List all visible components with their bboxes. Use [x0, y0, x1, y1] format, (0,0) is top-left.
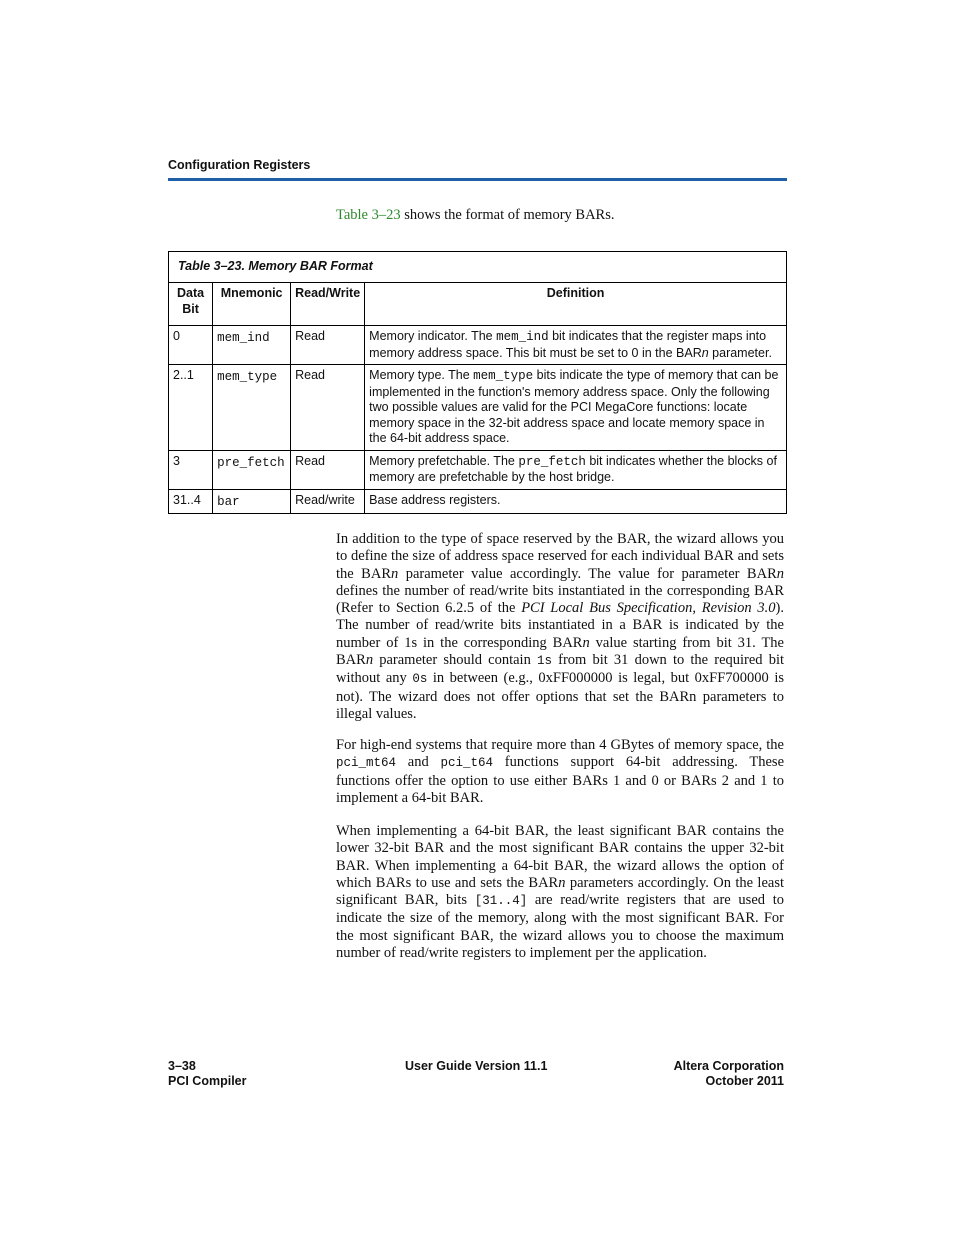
paragraph-text: value starting from bit 31. The BAR: [336, 634, 784, 669]
cell-data-bit: 0: [169, 326, 213, 365]
paragraph-text: parameter should contain: [373, 652, 537, 669]
definition-text: Base address registers.: [369, 492, 501, 507]
column-header-data-bit: Data Bit: [169, 283, 213, 326]
definition-text: Memory type. The: [369, 368, 474, 382]
paragraph-italic: n: [365, 652, 374, 669]
paragraph-code: 1s: [536, 654, 552, 669]
paragraph-text: For high-end systems that require more than 4 GBytes of memory space, the: [336, 737, 784, 753]
cell-mnemonic: mem_type: [213, 365, 291, 451]
definition-text: Memory indicator. The: [369, 329, 497, 343]
paragraph-italic: n: [391, 565, 399, 582]
paragraph-text: in between (e.g., 0xFF000000 is legal, but 0xFF700000 is not). The wizard does not offer options that set the BARn parameters to illegal values.: [336, 670, 784, 722]
paragraph-text: When implementing a 64-bit BAR, the least significant BAR contains the lower 32-bit BAR and the most significant BAR contains the upper 32-bit BAR. When implementing a 64-bit BAR, the wizard allows the option of which BARs to use and sets the BAR: [336, 823, 784, 891]
paragraph-code: pci_t64: [440, 756, 494, 771]
product-name: PCI Compiler: [168, 1074, 247, 1088]
column-header-definition: Definition: [365, 283, 787, 326]
definition-text: bit indicates whether the blocks of memory are prefetchable by the host bridge.: [369, 453, 777, 484]
cell-data-bit: 3: [169, 450, 213, 489]
cell-read-write: Read: [291, 450, 365, 489]
paragraph-text: parameters accordingly. On the least significant BAR, bits: [336, 874, 785, 909]
definition-italic: n: [701, 345, 709, 360]
column-header-read-write: Read/Write: [291, 283, 365, 326]
cell-mnemonic: pre_fetch: [213, 450, 291, 489]
paragraph-text: In addition to the type of space reserved by the BAR, the wizard allows you to define the size of address space reserved for each individual BAR and sets the BAR: [336, 531, 784, 582]
header-rule: [168, 178, 787, 181]
cell-data-bit: 2..1: [169, 365, 213, 451]
paragraph-italic: n: [582, 634, 590, 651]
cell-read-write: Read: [291, 326, 365, 365]
table-reference-link[interactable]: Table 3–23: [336, 207, 401, 223]
paragraph-text: from bit 31 down to the required bit without any: [336, 652, 784, 687]
cell-definition: [365, 365, 787, 451]
table-row: [169, 450, 787, 489]
paragraph-64bit-bar: [336, 823, 784, 962]
footer-left: [168, 1059, 247, 1089]
table-caption: Table 3–23. Memory BAR Format: [169, 252, 787, 283]
paragraph-italic: n: [776, 565, 784, 582]
paragraph-code: 0s: [412, 672, 428, 687]
cell-mnemonic: bar: [213, 489, 291, 514]
definition-code: mem_ind: [496, 330, 549, 344]
specification-reference: PCI Local Bus Specification, Revision 3.0: [521, 600, 776, 617]
paragraph-code: pci_mt64: [336, 756, 397, 771]
cell-mnemonic: mem_ind: [213, 326, 291, 365]
paragraph-text: ). The number of read/write bits instantiated in a BAR is indicated by the number of 1s in the corresponding BAR: [336, 600, 784, 651]
definition-code: pre_fetch: [518, 454, 586, 469]
cell-definition: [365, 326, 787, 365]
cell-data-bit: 31..4: [169, 489, 213, 514]
memory-bar-format-table: [168, 251, 787, 514]
paragraph-text: functions support 64-bit addressing. These functions offer the option to use either BARs 1 and 0 or BARs 2 and 1 to implement a 64-bit BAR.: [336, 754, 785, 806]
paragraph-text: defines the number of read/write bits instantiated in the corresponding BAR (Refer to Section 6.2.5 of the: [336, 582, 784, 617]
paragraph-text: parameter value accordingly. The value for parameter BAR: [398, 565, 777, 582]
paragraph-text: are read/write registers that are used to indicate the size of the memory, along with the most significant BAR. For the most significant BAR, the wizard allows you to choose the maximum number of read/write registers to implement per the application.: [336, 892, 784, 962]
column-header-mnemonic: Mnemonic: [213, 283, 291, 326]
footer-right: [674, 1059, 784, 1089]
cell-definition: [365, 450, 787, 489]
page-number: 3–38: [168, 1059, 196, 1073]
table-row: [169, 489, 787, 514]
paragraph-code: [31..4]: [474, 894, 528, 909]
definition-text: parameter.: [708, 345, 772, 360]
definition-text: bits indicate the type of memory that can be implemented in the function's memory address space. Only the following two possible values are valid for the PCI MegaCore functions: locate memory space in the 32-bit address space and locate memory space in the 64-bit address space.: [369, 368, 779, 445]
intro-text: shows the format of memory BARs.: [400, 207, 615, 223]
paragraph-text: and: [396, 754, 441, 771]
table-row: [169, 365, 787, 451]
cell-read-write: Read: [291, 365, 365, 451]
guide-version: User Guide Version 11.1: [405, 1059, 548, 1073]
page-header-title: Configuration Registers: [168, 158, 311, 172]
table-row: [169, 326, 787, 365]
definition-text: Memory prefetchable. The: [369, 453, 519, 468]
definition-text: bit indicates that the register maps into memory address space. This bit must be set to 0 in the BAR: [369, 329, 767, 360]
cell-definition: [365, 489, 787, 514]
company-name: Altera Corporation: [673, 1059, 784, 1073]
definition-code: mem_type: [473, 369, 534, 383]
footer-center: [405, 1059, 547, 1074]
intro-sentence: [336, 207, 614, 224]
publication-date: October 2011: [705, 1074, 784, 1088]
paragraph-italic: n: [558, 874, 566, 891]
cell-read-write: Read/write: [291, 489, 365, 514]
paragraph-bar-size: [336, 531, 784, 723]
paragraph-64bit-addressing: [336, 737, 784, 807]
